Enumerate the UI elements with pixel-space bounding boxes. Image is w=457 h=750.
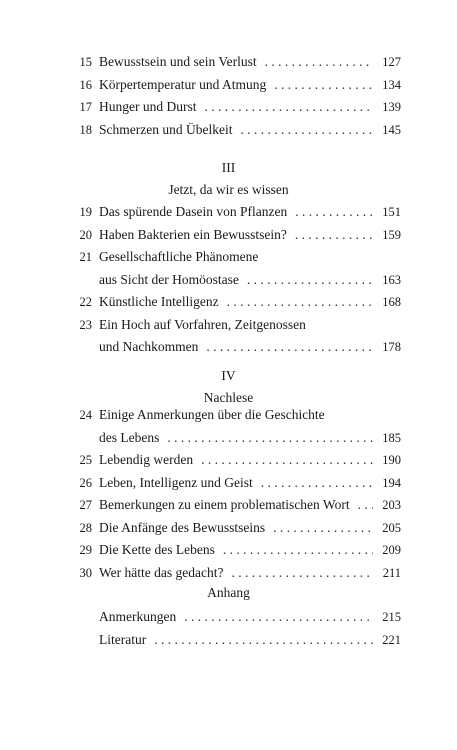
entry-text	[99, 336, 401, 359]
page-number: 205	[382, 520, 401, 535]
part-4-title: Nachlese	[203, 390, 254, 405]
chapter-title: des Lebens	[99, 429, 160, 445]
entry-text	[99, 494, 401, 517]
dot-leader	[240, 119, 373, 142]
toc-entry	[0, 224, 457, 247]
chapter-title: Bemerkungen zu einem problematischen Wort	[99, 497, 350, 512]
chapter-title: Das spürende Dasein von Pflanzen	[99, 204, 288, 219]
page-number: 209	[382, 543, 401, 557]
chapter-number: 17	[79, 100, 92, 114]
toc-section-appendix	[0, 606, 457, 651]
entry-text	[99, 201, 401, 224]
dot-leader	[261, 472, 373, 495]
chapter-title: Die Anfänge des Bewusstseins	[99, 519, 266, 535]
entry-text	[99, 224, 401, 247]
dot-leader	[223, 539, 373, 562]
chapter-title: Lebendig werden	[99, 452, 194, 467]
chapter-number: 29	[79, 543, 92, 557]
chapter-number: 27	[79, 498, 92, 512]
chapter-title: Leben, Intelligenz und Geist	[99, 474, 253, 490]
chapter-number: 21	[79, 250, 92, 264]
chapter-number: 28	[79, 520, 92, 535]
part-3-title: Jetzt, da wir es wissen	[168, 182, 289, 197]
chapter-number: 20	[79, 227, 92, 242]
dot-leader	[274, 74, 373, 97]
toc-entry	[0, 449, 457, 472]
page-number: 145	[382, 122, 401, 137]
chapter-title: Künstliche Intelligenz	[99, 294, 219, 309]
chapter-title: Anmerkungen	[99, 609, 177, 624]
dot-leader	[295, 224, 373, 247]
entry-text	[99, 74, 401, 97]
toc-entry	[0, 539, 457, 562]
appendix-heading	[0, 582, 457, 604]
toc-entry	[0, 119, 457, 142]
toc-entry	[0, 74, 457, 97]
page-number: 203	[382, 498, 401, 512]
part-4-heading	[0, 365, 457, 409]
appendix-title: Anhang	[207, 585, 250, 600]
dot-leader	[273, 517, 373, 540]
toc-entry	[0, 269, 457, 292]
chapter-title: Wer hätte das gedacht?	[99, 564, 224, 580]
chapter-number: 19	[79, 205, 92, 219]
dot-leader	[247, 269, 373, 292]
chapter-number: 18	[79, 122, 92, 137]
chapter-title: Bewusstsein und sein Verlust	[99, 54, 257, 69]
entry-text	[99, 629, 401, 652]
toc-section-part2-end	[0, 51, 457, 141]
entry-text	[99, 119, 401, 142]
part-4-numeral: IV	[221, 368, 236, 383]
chapter-number: 25	[79, 453, 92, 467]
chapter-title: Haben Bakterien ein Bewusstsein?	[99, 226, 287, 242]
toc-entry	[0, 562, 457, 585]
chapter-title: Einige Anmerkungen über die Geschichte	[99, 407, 325, 422]
dot-leader	[265, 51, 373, 74]
page-number: 215	[382, 610, 401, 624]
page-number: 127	[382, 55, 401, 69]
toc-entry	[0, 291, 457, 314]
dot-leader	[184, 606, 373, 629]
page-number: 221	[382, 632, 401, 647]
page-number: 185	[382, 430, 401, 445]
chapter-number: 23	[79, 317, 92, 332]
toc-entry	[0, 629, 457, 652]
toc-entry	[0, 494, 457, 517]
chapter-number: 30	[79, 565, 92, 580]
part-3-heading	[0, 157, 457, 201]
toc-entry	[0, 96, 457, 119]
entry-text	[99, 96, 401, 119]
entry-text	[99, 562, 401, 585]
chapter-title: Gesellschaftliche Phänomene	[99, 249, 259, 264]
entry-text	[99, 314, 401, 337]
page-number: 211	[382, 565, 401, 580]
toc-entry	[0, 427, 457, 450]
dot-leader	[231, 562, 373, 585]
chapter-title: aus Sicht der Homöostase	[99, 271, 239, 287]
chapter-number: 22	[79, 295, 92, 309]
toc-entry	[0, 336, 457, 359]
toc-entry	[0, 51, 457, 74]
entry-text	[99, 427, 401, 450]
entry-text	[99, 517, 401, 540]
chapter-title: Hunger und Durst	[99, 99, 197, 114]
chapter-number: 15	[79, 55, 92, 69]
dot-leader	[227, 291, 373, 314]
entry-text	[99, 291, 401, 314]
entry-text	[99, 246, 401, 269]
entry-text	[99, 449, 401, 472]
page-number: 194	[382, 475, 401, 490]
toc-entry	[0, 246, 457, 269]
dot-leader	[154, 629, 373, 652]
dot-leader	[358, 494, 373, 517]
chapter-title: Schmerzen und Übelkeit	[99, 121, 233, 137]
part-3-numeral: III	[221, 160, 236, 175]
page-number: 168	[382, 295, 401, 309]
entry-text	[99, 472, 401, 495]
chapter-number: 16	[79, 77, 92, 92]
entry-text	[99, 404, 401, 427]
dot-leader	[295, 201, 373, 224]
entry-text	[99, 51, 401, 74]
dot-leader	[201, 449, 373, 472]
toc-entry	[0, 314, 457, 337]
page-number: 190	[382, 453, 401, 467]
page-number: 163	[382, 272, 401, 287]
entry-text	[99, 539, 401, 562]
entry-text	[99, 269, 401, 292]
chapter-number: 24	[79, 408, 92, 422]
page-number: 139	[382, 100, 401, 114]
toc-entry	[0, 472, 457, 495]
page-number: 151	[382, 205, 401, 219]
chapter-title: Ein Hoch auf Vorfahren, Zeitgenossen	[99, 316, 306, 332]
toc-entry	[0, 606, 457, 629]
chapter-title: und Nachkommen	[99, 339, 199, 354]
toc-section-part4	[0, 404, 457, 584]
chapter-title: Literatur	[99, 631, 147, 647]
chapter-title: Körpertemperatur und Atmung	[99, 76, 267, 92]
toc-entry	[0, 517, 457, 540]
dot-leader	[206, 336, 373, 359]
toc-section-part3	[0, 201, 457, 359]
toc-entry	[0, 404, 457, 427]
dot-leader	[205, 96, 374, 119]
entry-text	[99, 606, 401, 629]
page-number: 134	[382, 77, 401, 92]
page-number: 159	[382, 227, 401, 242]
dot-leader	[167, 427, 373, 450]
page-number: 178	[382, 340, 401, 354]
toc-entry	[0, 201, 457, 224]
chapter-title: Die Kette des Lebens	[99, 542, 215, 557]
chapter-number: 26	[79, 475, 92, 490]
